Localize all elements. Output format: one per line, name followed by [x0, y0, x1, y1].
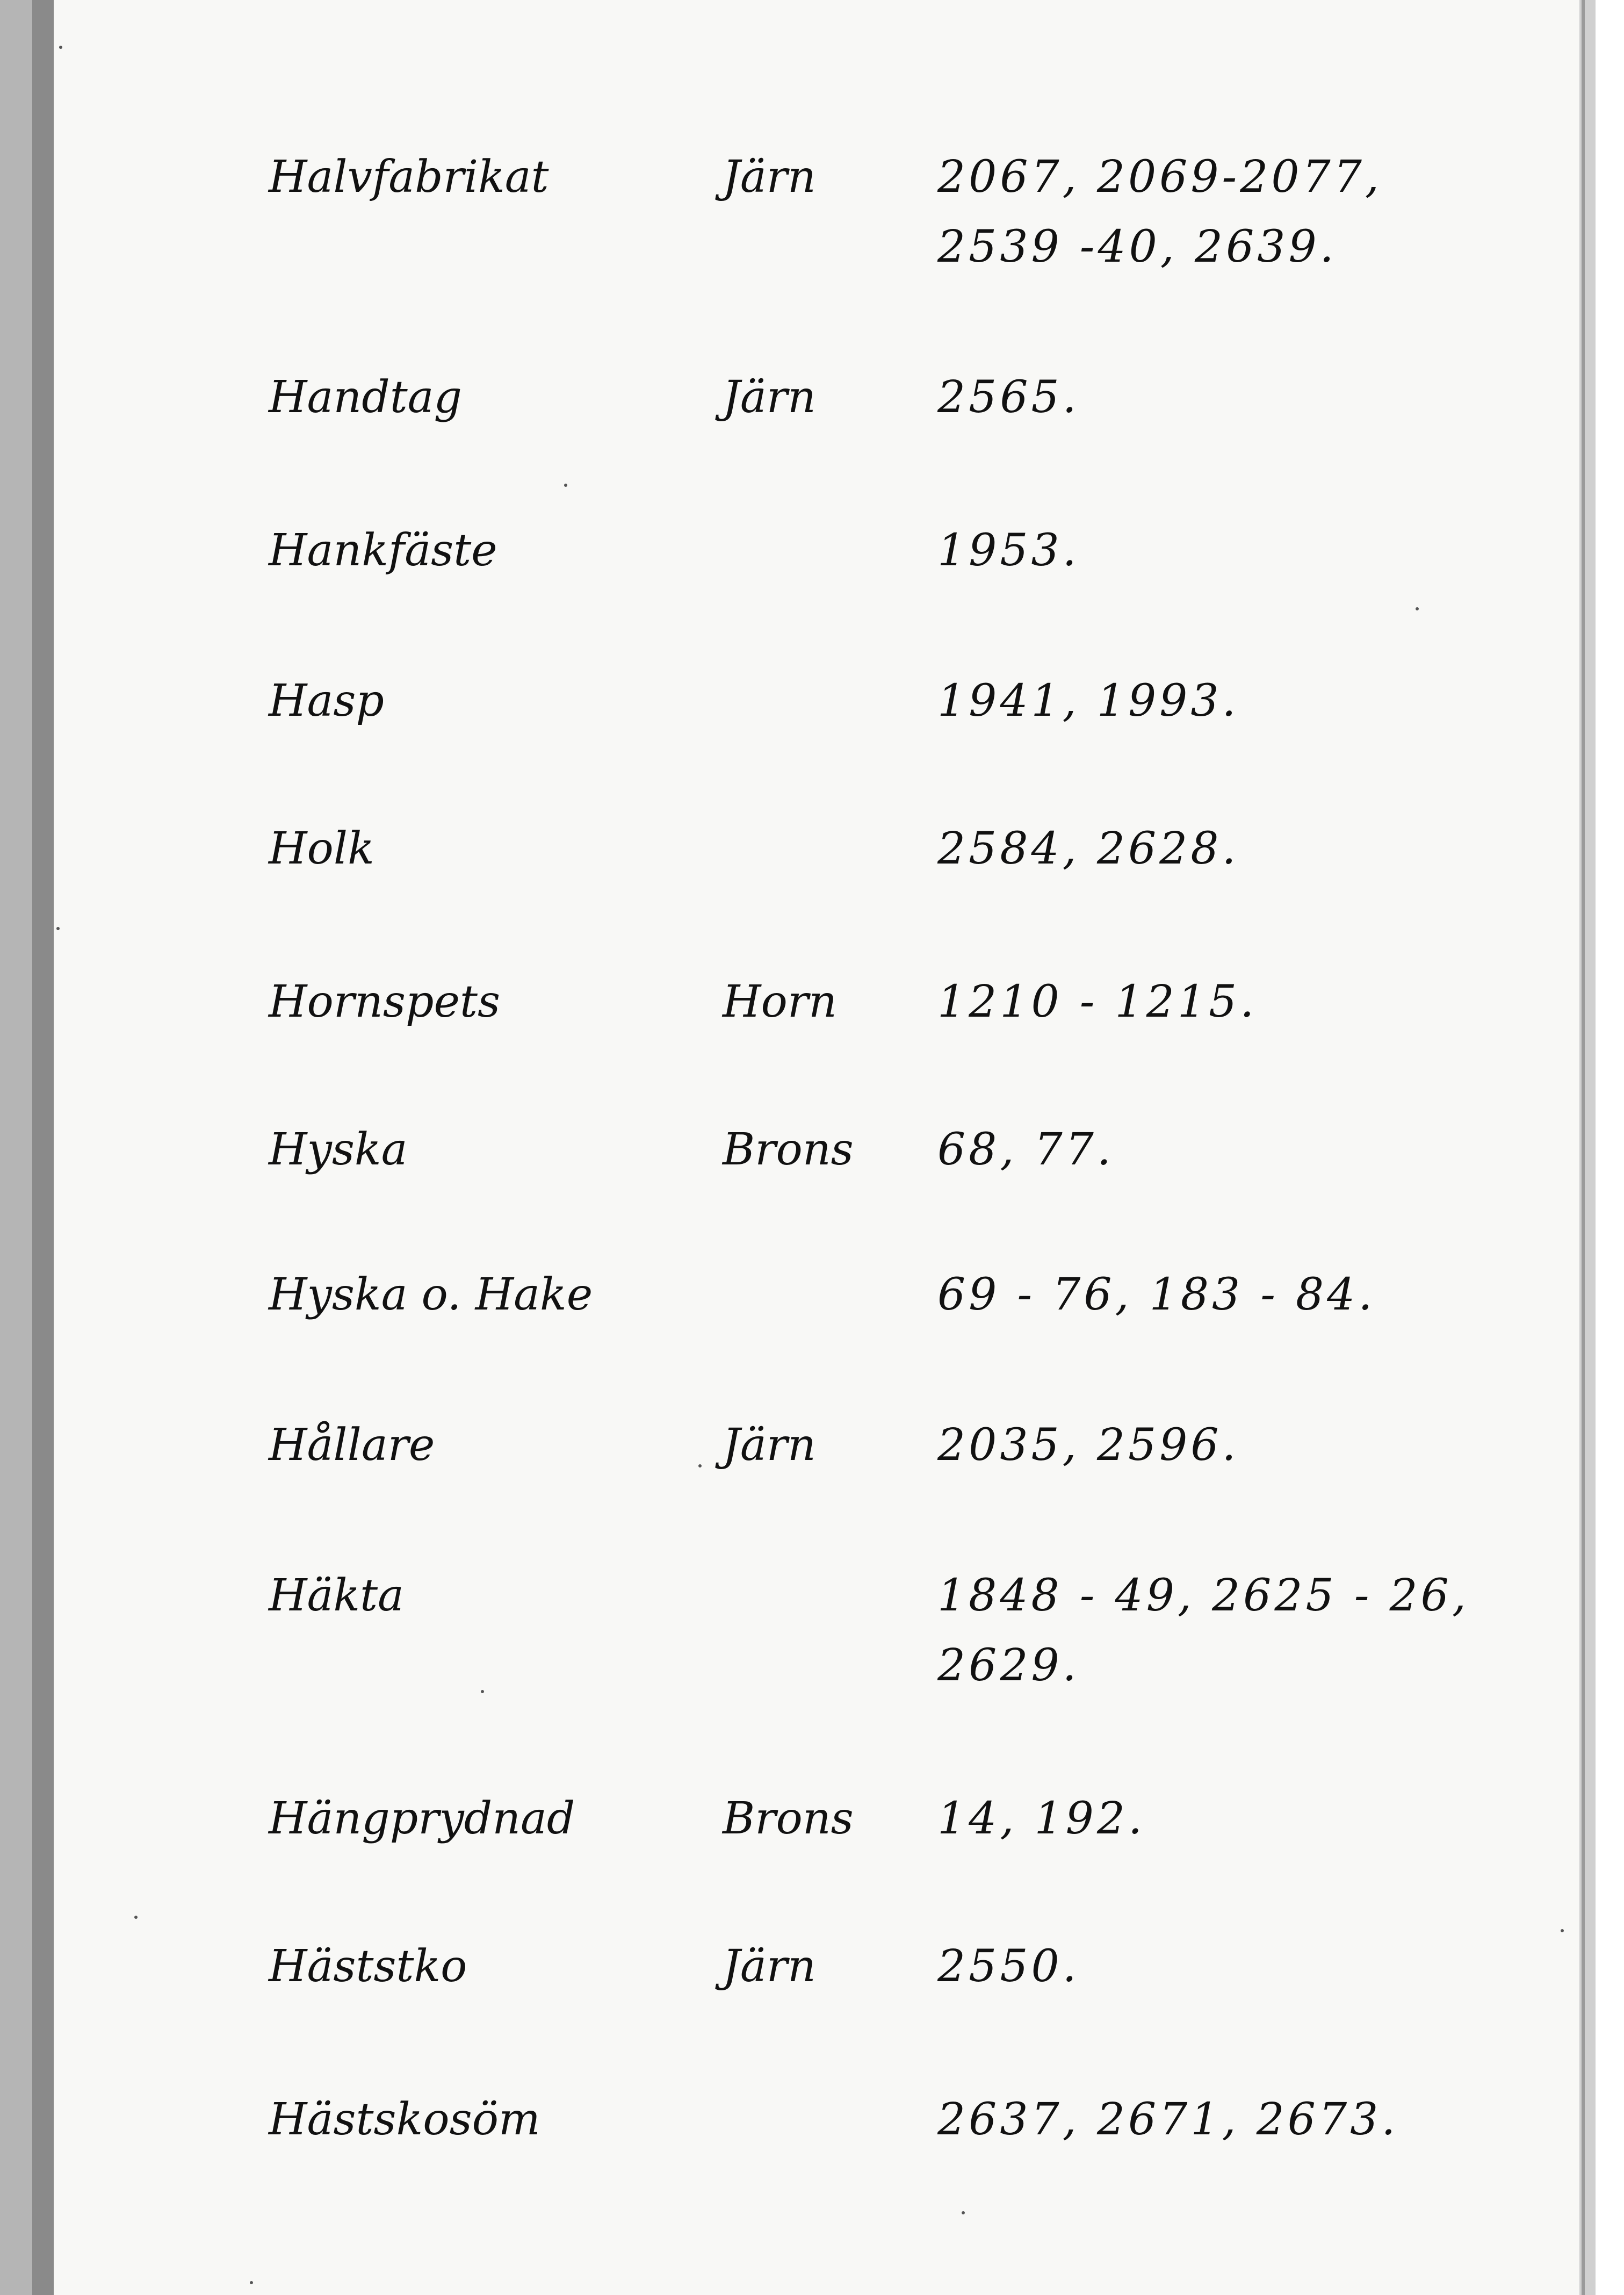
entry-numbers-line: 2637, 2671, 2673.	[937, 2094, 1399, 2145]
dust-speck	[962, 2211, 965, 2214]
list-item	[0, 967, 1624, 1085]
dust-speck	[1416, 607, 1419, 610]
entry-numbers	[937, 1411, 1239, 1480]
dust-speck	[1561, 1929, 1564, 1932]
entry-numbers	[937, 516, 1080, 586]
list-item	[0, 1411, 1624, 1529]
entry-numbers-line: 1848 - 49, 2625 - 26,	[937, 1570, 1469, 1621]
list-item	[0, 1784, 1624, 1902]
entry-term: Holk	[269, 823, 374, 874]
entry-term: Hornspets	[269, 976, 501, 1027]
entry-term: Hasp	[269, 675, 384, 726]
entry-term: Handtag	[269, 372, 463, 423]
entry-term: Häkta	[269, 1570, 404, 1621]
dust-speck	[56, 927, 60, 930]
entry-numbers-line: 69 - 76, 183 - 84.	[937, 1269, 1376, 1320]
dust-speck	[250, 2281, 253, 2284]
entry-term: Halvfabrikat	[269, 152, 549, 203]
entry-numbers-line: 14, 192.	[937, 1793, 1146, 1844]
entry-numbers	[937, 1784, 1145, 1854]
entry-numbers-line: 2067, 2069-2077,	[937, 152, 1382, 203]
entry-numbers	[937, 2085, 1398, 2155]
entry-material: Järn	[723, 1420, 816, 1471]
entry-numbers-line: 2584, 2628.	[937, 823, 1239, 874]
entry-material: Brons	[723, 1124, 854, 1175]
entry-numbers-line: 2629.	[937, 1640, 1080, 1691]
entry-numbers	[937, 1932, 1080, 2002]
entry-material: Brons	[723, 1793, 854, 1844]
list-item	[0, 2085, 1624, 2203]
entry-numbers	[937, 1115, 1114, 1185]
entry-material: Järn	[723, 372, 816, 423]
list-item	[0, 1260, 1624, 1378]
list-item	[0, 363, 1624, 481]
entry-numbers	[937, 1260, 1375, 1330]
entry-term: Hyska	[269, 1124, 408, 1175]
entry-numbers-line: 1210 - 1215.	[937, 976, 1258, 1027]
entry-material: Horn	[723, 976, 837, 1027]
list-item	[0, 1932, 1624, 2050]
entry-term: Hyska o. Hake	[269, 1269, 593, 1320]
entry-numbers-line: 1953.	[937, 525, 1080, 576]
entry-numbers-line: 2565.	[937, 372, 1080, 423]
list-item	[0, 516, 1624, 634]
entry-numbers	[937, 142, 1382, 282]
list-item	[0, 142, 1624, 272]
entry-term: Hästskosöm	[269, 2094, 540, 2145]
entry-numbers-line: 2550.	[937, 1941, 1080, 1992]
entry-numbers	[937, 814, 1239, 884]
dust-speck	[698, 1464, 702, 1467]
entry-material: Järn	[723, 1941, 816, 1992]
list-item	[0, 1561, 1624, 1691]
entry-numbers-line: 2035, 2596.	[937, 1420, 1239, 1471]
entry-numbers	[937, 363, 1080, 433]
entry-term: Hängprydnad	[269, 1793, 575, 1844]
entry-numbers-line: 68, 77.	[937, 1124, 1114, 1175]
entry-numbers-line: 1941, 1993.	[937, 675, 1239, 726]
dust-speck	[59, 46, 62, 49]
entry-term: Hankfäste	[269, 525, 497, 576]
entry-numbers	[937, 666, 1239, 736]
dust-speck	[564, 484, 567, 487]
list-item	[0, 666, 1624, 785]
dust-speck	[134, 1916, 138, 1919]
list-item	[0, 814, 1624, 932]
entry-term: Hållare	[269, 1420, 435, 1471]
entry-term: Häststko	[269, 1941, 467, 1992]
entry-material: Järn	[723, 152, 816, 203]
entry-numbers	[937, 967, 1257, 1037]
entry-numbers	[937, 1561, 1469, 1701]
list-item	[0, 1115, 1624, 1233]
entry-numbers-line: 2539 -40, 2639.	[937, 221, 1337, 272]
dust-speck	[481, 1690, 484, 1693]
